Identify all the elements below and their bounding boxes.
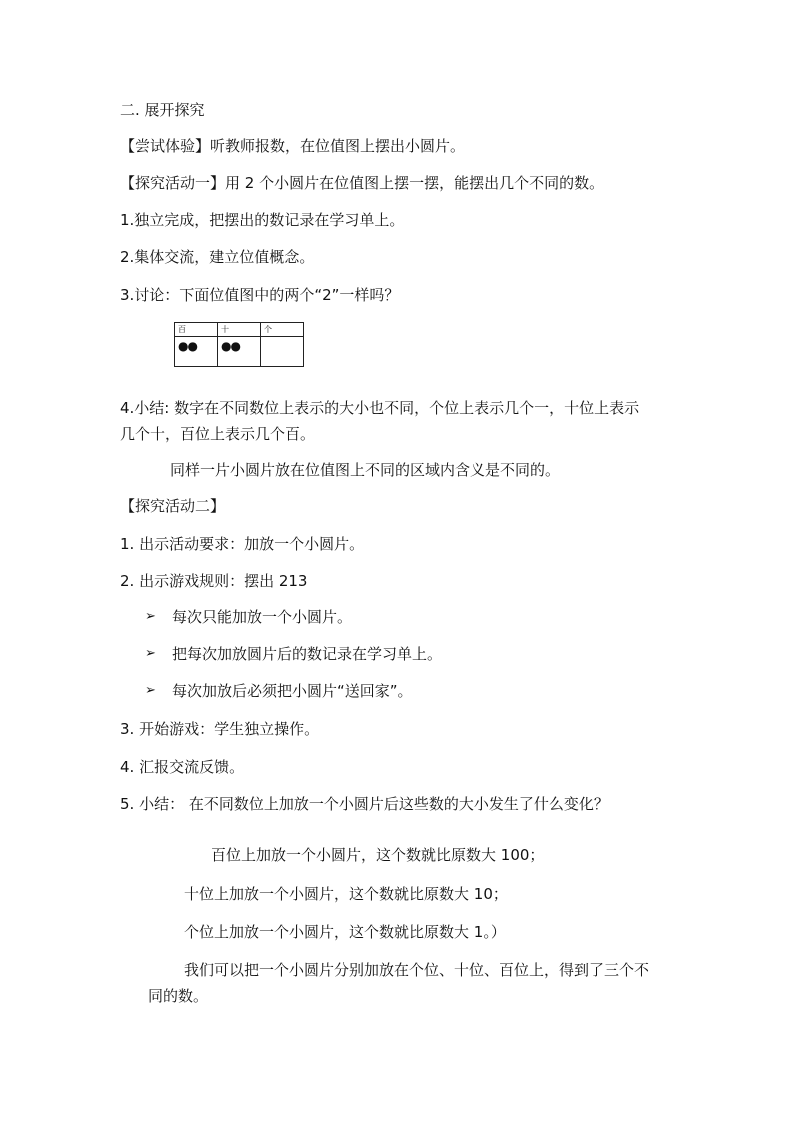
rule-item-3: 每次加放后必须把小圆片“送回家”。 [172,682,413,700]
activity2-step3: 3. 开始游戏：学生独立操作。 [120,720,320,738]
section-title: 二. 展开探究 [120,101,205,119]
arrow-bullet-icon: ➢ [145,683,156,698]
place-value-header-tens: 十 [218,323,261,337]
activity2-step2: 2. 出示游戏规则：摆出 213 [120,572,308,590]
conclusion-line1: 我们可以把一个小圆片分别加放在个位、十位、百位上，得到了三个不 [184,961,650,979]
activity1-step1: 1.独立完成，把摆出的数记录在学习单上。 [120,211,405,229]
arrow-bullet-icon: ➢ [145,609,156,624]
rule-item-1: 每次只能加放一个小圆片。 [172,608,353,626]
result-hundreds: 百位上加放一个小圆片，这个数就比原数大 100； [211,846,545,864]
arrow-bullet-icon: ➢ [145,646,156,661]
activity2-step4: 4. 汇报交流反馈。 [120,758,245,776]
place-value-cell-hundreds: ●● [175,337,218,367]
activity2-step5: 5. 小结： 在不同数位上加放一个小圆片后这些数的大小发生了什么变化？ [120,795,609,813]
place-value-cell-tens: ●● [218,337,261,367]
activity2-title: 【探究活动二】 [120,497,226,515]
place-value-chart [174,322,304,367]
place-value-counter-row [175,337,304,367]
activity1-summary-line2: 几个十，百位上表示几个百。 [120,425,316,443]
activity1-title: 【探究活动一】用 2 个小圆片在位值图上摆一摆，能摆出几个不同的数。 [120,174,605,192]
conclusion-line2: 同的数。 [148,987,209,1005]
activity1-note: 同样一片小圆片放在位值图上不同的区域内含义是不同的。 [170,461,561,479]
place-value-cell-ones [261,337,304,367]
place-value-header-row [175,323,304,337]
result-tens: 十位上加放一个小圆片，这个数就比原数大 10； [184,885,508,903]
activity2-step1: 1. 出示活动要求：加放一个小圆片。 [120,535,365,553]
place-value-header-hundreds: 百 [175,323,218,337]
activity1-step3: 3.讨论：下面位值图中的两个“2”一样吗？ [120,286,400,304]
place-value-header-ones: 个 [261,323,304,337]
rule-item-2: 把每次加放圆片后的数记录在学习单上。 [172,645,443,663]
trial-paragraph: 【尝试体验】听教师报数，在位值图上摆出小圆片。 [120,137,466,155]
activity1-summary-line1: 4.小结: 数字在不同数位上表示的大小也不同，个位上表示几个一，十位上表示 [120,399,640,417]
activity1-step2: 2.集体交流，建立位值概念。 [120,248,315,266]
result-ones: 个位上加放一个小圆片，这个数就比原数大 1。） [184,923,506,941]
